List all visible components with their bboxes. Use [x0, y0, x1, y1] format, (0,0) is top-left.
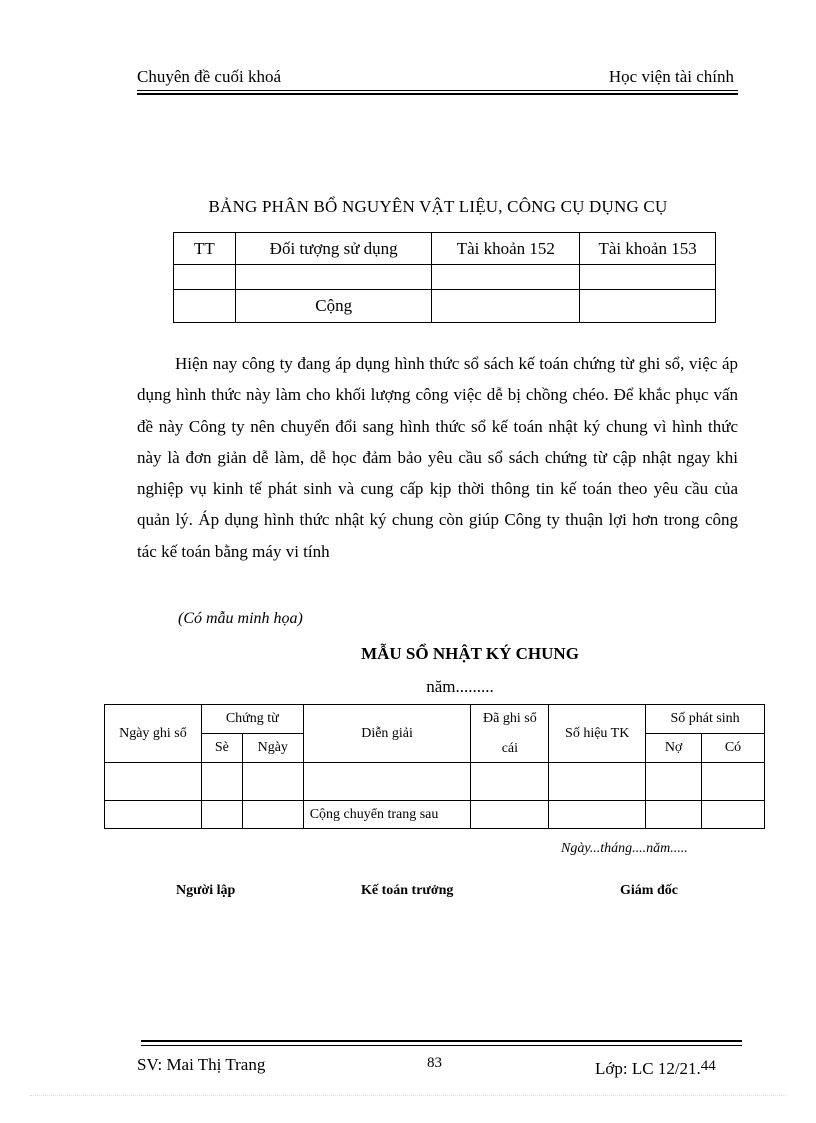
- signature-chief-accountant: Kế toán trưởng: [361, 883, 454, 898]
- table-cell: [303, 763, 471, 801]
- general-journal-table: [104, 704, 765, 829]
- bottom-dotted-edge: [30, 1095, 786, 1096]
- header-cell: Ngày: [242, 734, 303, 763]
- header-cell: Ngày ghi sổ: [105, 705, 202, 763]
- recommendation-paragraph: [137, 348, 738, 567]
- table-cell: [432, 290, 580, 323]
- table-cell: [242, 801, 303, 829]
- class-label: Lớp: LC 12/21.: [595, 1059, 701, 1078]
- table-cell: [471, 801, 549, 829]
- header-cell: Nợ: [646, 734, 702, 763]
- carry-forward-label: Cộng chuyển trang sau: [303, 801, 471, 829]
- table-cell: [174, 290, 236, 323]
- table-header-row: [105, 705, 765, 734]
- header-rule-thick: [137, 93, 738, 95]
- journal-title: MẪU SỔ NHẬT KÝ CHUNG: [361, 644, 579, 663]
- date-line: Ngày...tháng....năm.....: [561, 841, 688, 856]
- sample-note: (Có mẫu minh họa): [178, 610, 303, 627]
- table-cell: [549, 801, 646, 829]
- carry-forward-row: [105, 801, 765, 829]
- footer-class: [595, 1058, 716, 1079]
- header-cell: Đối tượng sử dụng: [235, 233, 432, 265]
- journal-year: năm.........: [426, 677, 494, 696]
- total-label: Cộng: [235, 290, 432, 323]
- header-cell: Số phát sinh: [646, 705, 765, 734]
- footer-rule-thin: [141, 1045, 742, 1046]
- allocation-table-title: BẢNG PHÂN BỔ NGUYÊN VẬT LIỆU, CÔNG CỤ DỤNG CỤ: [208, 197, 668, 216]
- posted-label: Đã ghi sổ: [483, 710, 537, 726]
- table-cell: [174, 265, 236, 290]
- table-cell: [105, 763, 202, 801]
- table-cell: [105, 801, 202, 829]
- header-cell: Tài khoản 152: [432, 233, 580, 265]
- header-cell: TT: [174, 233, 236, 265]
- table-cell: [201, 763, 242, 801]
- header-cell: [471, 705, 549, 763]
- table-cell: [201, 801, 242, 829]
- footer-student: SV: Mai Thị Trang: [137, 1055, 266, 1074]
- page-number: 83: [427, 1055, 442, 1071]
- table-cell: [242, 763, 303, 801]
- footer-rule-thick: [141, 1040, 742, 1042]
- table-cell: [646, 763, 702, 801]
- table-cell: [646, 801, 702, 829]
- paragraph-text: Hiện nay công ty đang áp dụng hình thức sổ sách kế toán chứng từ ghi sổ, việc áp dụng hình thức này làm cho khối lượng công việc dễ bị chồng chéo. Để khắc phục vấn đề này Công ty nên chuyển đổi sang hình thức sổ kế toán nhật ký chung vì hình thức này là đơn giản dễ làm, dễ học đảm bảo yêu cầu sổ sách chứng từ cập nhật ngay khi nghiệp vụ kinh tế phát sinh và cung cấp kịp thời thông tin kế toán theo yêu cầu của quản lý. Áp dụng hình thức nhật ký chung còn giúp Công ty thuận lợi hơn trong công tác kế toán bằng máy vi tính: [137, 354, 738, 561]
- table-cell: [580, 290, 716, 323]
- header-cell: Chứng từ: [201, 705, 303, 734]
- header-rule-thin: [137, 90, 738, 91]
- table-cell: [432, 265, 580, 290]
- class-suffix: 44: [700, 1058, 716, 1074]
- header-cell: Tài khoản 153: [580, 233, 716, 265]
- allocation-table: [173, 232, 716, 323]
- header-right-title: Học viện tài chính: [608, 67, 734, 86]
- total-row: [174, 290, 716, 323]
- header-cell: Có: [702, 734, 765, 763]
- signature-director: Giám đốc: [620, 883, 678, 898]
- table-header-row: [174, 233, 716, 265]
- table-row: [174, 265, 716, 290]
- header-cell: Số hiệu TK: [549, 705, 646, 763]
- header-left-title: Chuyên đề cuối khoá: [137, 67, 281, 86]
- table-cell: [702, 763, 765, 801]
- table-cell: [471, 763, 549, 801]
- header-cell: Diễn giải: [303, 705, 471, 763]
- table-cell: [580, 265, 716, 290]
- table-cell: [549, 763, 646, 801]
- table-row: [105, 763, 765, 801]
- header-cell: Sè: [201, 734, 242, 763]
- table-cell: [235, 265, 432, 290]
- table-cell: [702, 801, 765, 829]
- posted-label-2: cái: [501, 740, 519, 756]
- signature-preparer: Người lập: [176, 883, 236, 898]
